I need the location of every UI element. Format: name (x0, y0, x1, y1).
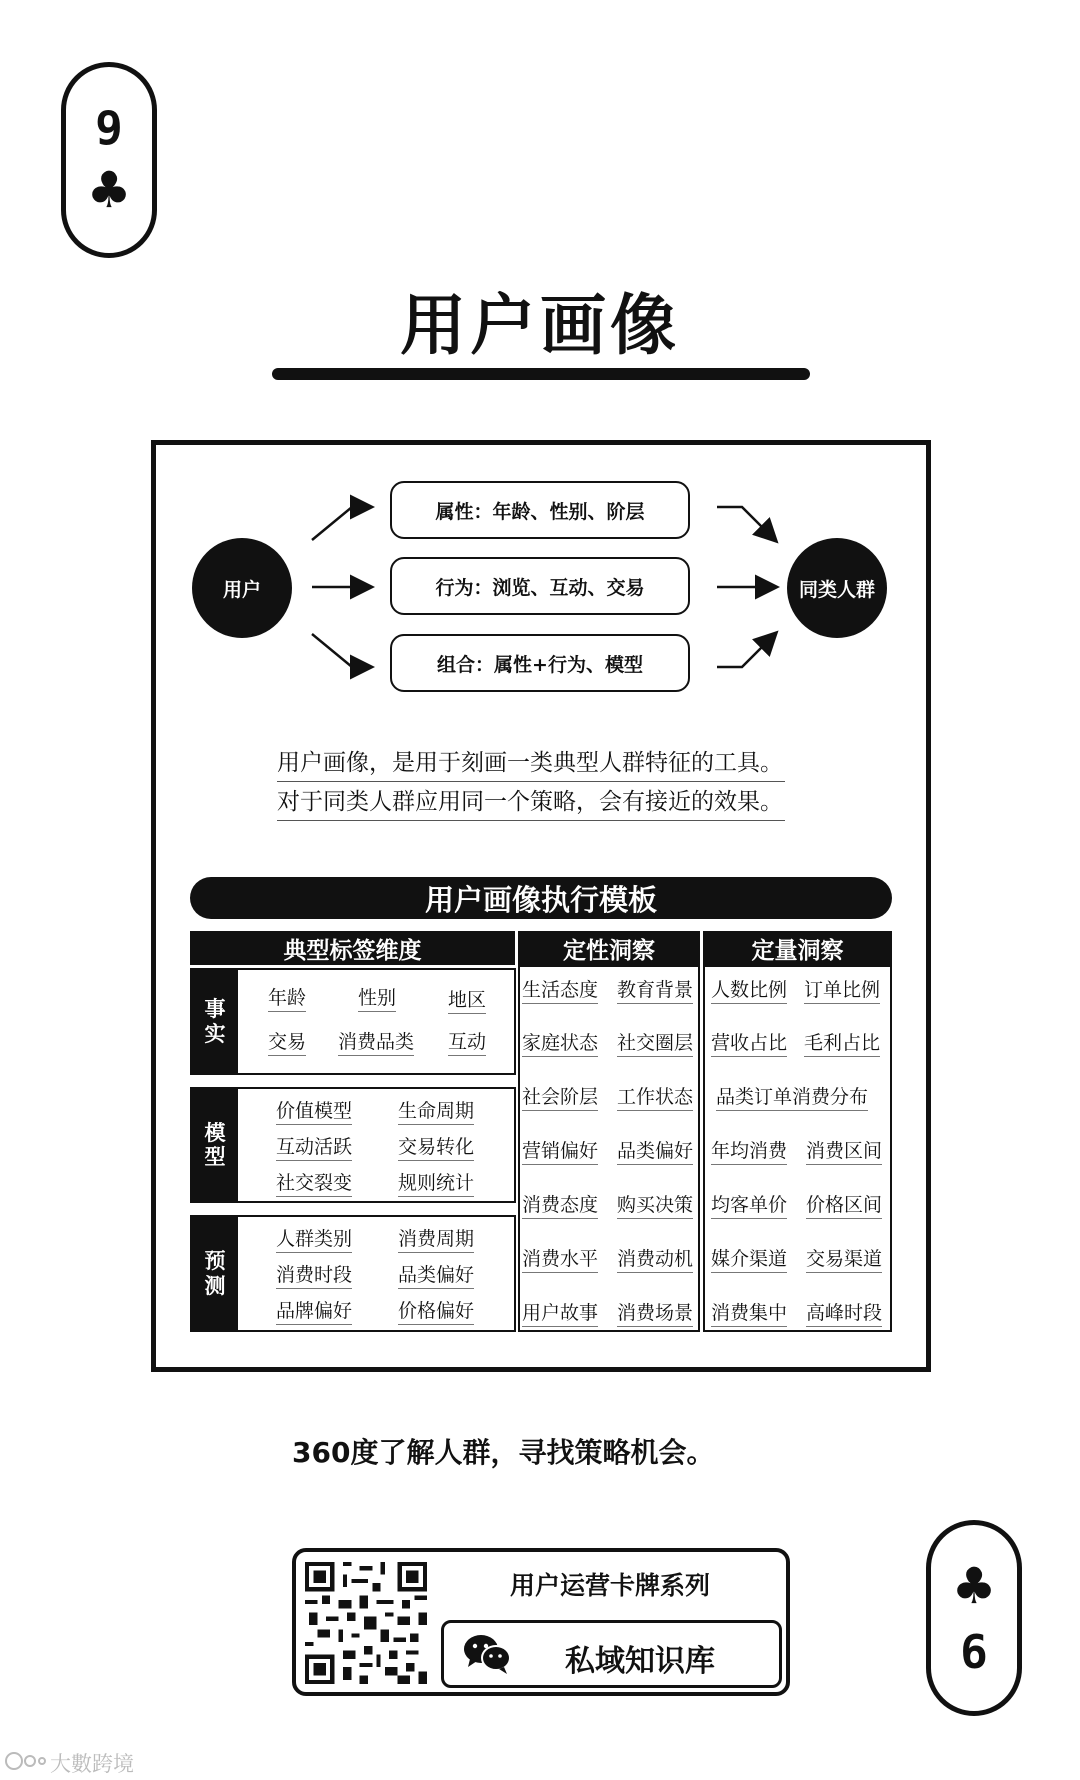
tag-item: 互动 (448, 1032, 486, 1056)
arrow-from-attribute (717, 507, 775, 540)
tag-item: 人群类别 (276, 1229, 352, 1253)
quantitative-item: 订单比例 (804, 980, 880, 1004)
quantitative-item: 人数比例 (711, 980, 787, 1004)
qr-code-icon (305, 1562, 427, 1684)
quantitative-item: 价格区间 (806, 1195, 882, 1219)
quantitative-item: 均客单价 (711, 1195, 787, 1219)
qualitative-item: 教育背景 (617, 980, 693, 1004)
template-title: 用户画像执行模板 (190, 877, 892, 919)
diagram-arrows (0, 0, 1080, 760)
quantitative-item: 消费区间 (806, 1141, 882, 1165)
tag-group-predict (190, 1215, 516, 1332)
club-suit-icon: ♣ (86, 161, 132, 219)
tag-item: 品牌偏好 (276, 1301, 352, 1325)
tag-item: 交易 (268, 1032, 306, 1056)
quantitative-item: 消费集中 (711, 1303, 787, 1327)
card-corner-bottom (926, 1520, 1022, 1716)
card-rank-top: 9 (95, 101, 123, 155)
club-suit-icon: ♣ (951, 1557, 997, 1615)
tag-item: 消费品类 (338, 1032, 414, 1056)
tag-group-fact (190, 968, 516, 1075)
qualitative-item: 消费态度 (522, 1195, 598, 1219)
header-qualitative: 定性洞察 (518, 931, 700, 965)
tag-group-label-text: 模型 (204, 1120, 226, 1169)
tag-item: 消费时段 (276, 1265, 352, 1289)
header-quantitative: 定量洞察 (703, 931, 892, 965)
page-title: 用户画像 (400, 287, 680, 364)
qualitative-item: 社会阶层 (522, 1087, 598, 1111)
quantitative-item: 媒介渠道 (711, 1249, 787, 1273)
qualitative-item: 消费动机 (617, 1249, 693, 1273)
tag-item: 交易转化 (398, 1137, 474, 1161)
qualitative-item: 品类偏好 (617, 1141, 693, 1165)
behavior-pill: 行为：浏览、互动、交易 (390, 557, 690, 615)
qualitative-item: 工作状态 (617, 1087, 693, 1111)
arrow-from-combination (717, 634, 775, 667)
tag-item: 地区 (448, 990, 486, 1014)
description-line-2: 对于同类人群应用同一个策略，会有接近的效果。 (277, 783, 785, 821)
tag-item: 规则统计 (398, 1173, 474, 1197)
tag-item: 社交裂变 (276, 1173, 352, 1197)
tag-item: 消费周期 (398, 1229, 474, 1253)
qualitative-item: 消费水平 (522, 1249, 598, 1273)
tag-item: 价值模型 (276, 1101, 352, 1125)
tag-group-label-text: 预测 (204, 1249, 226, 1298)
tag-item: 生命周期 (398, 1101, 474, 1125)
card-rank-bottom: 6 (960, 1625, 988, 1679)
header-tag-dimension: 典型标签维度 (190, 931, 515, 965)
wechat-icon (462, 1632, 512, 1676)
tag-group-label-text: 事实 (204, 997, 226, 1046)
tag-item: 价格偏好 (398, 1301, 474, 1325)
attribute-pill: 属性：年龄、性别、阶层 (390, 481, 690, 539)
description-line-1: 用户画像，是用于刻画一类典型人群特征的工具。 (277, 744, 785, 782)
tag-group-label (192, 1089, 238, 1201)
quantitative-item: 毛利占比 (804, 1033, 880, 1057)
qualitative-item: 生活态度 (522, 980, 598, 1004)
tag-group-model (190, 1087, 516, 1203)
tag-item: 品类偏好 (398, 1265, 474, 1289)
quantitative-item: 营收占比 (711, 1033, 787, 1057)
user-circle: 用户 (192, 538, 292, 638)
tag-group-label (192, 1217, 238, 1330)
quantitative-item: 品类订单消费分布 (716, 1087, 868, 1111)
watermark-text: 大數跨境 (50, 1752, 134, 1776)
tag-item: 互动活跃 (276, 1137, 352, 1161)
account-name: 私域知识库 (565, 1644, 715, 1679)
series-title: 用户运营卡牌系列 (509, 1571, 710, 1600)
tag-item: 年龄 (268, 988, 306, 1012)
watermark-logo-icon (4, 1749, 48, 1773)
qualitative-item: 家庭状态 (522, 1033, 598, 1057)
qualitative-item: 消费场景 (617, 1303, 693, 1327)
quantitative-item: 年均消费 (711, 1141, 787, 1165)
qualitative-item: 营销偏好 (522, 1141, 598, 1165)
quantitative-item: 交易渠道 (806, 1249, 882, 1273)
qualitative-item: 用户故事 (522, 1303, 598, 1327)
qualitative-item: 购买决策 (617, 1195, 693, 1219)
combination-pill: 组合：属性+行为、模型 (390, 634, 690, 692)
arrow-to-combination (312, 634, 370, 667)
tag-group-label (192, 970, 238, 1073)
quantitative-item: 高峰时段 (806, 1303, 882, 1327)
qualitative-item: 社交圈层 (617, 1033, 693, 1057)
similar-group-circle: 同类人群 (787, 538, 887, 638)
tag-item: 性别 (358, 988, 396, 1012)
slogan: 360度了解人群，寻找策略机会。 (292, 1436, 715, 1469)
arrow-to-attribute (312, 507, 370, 540)
